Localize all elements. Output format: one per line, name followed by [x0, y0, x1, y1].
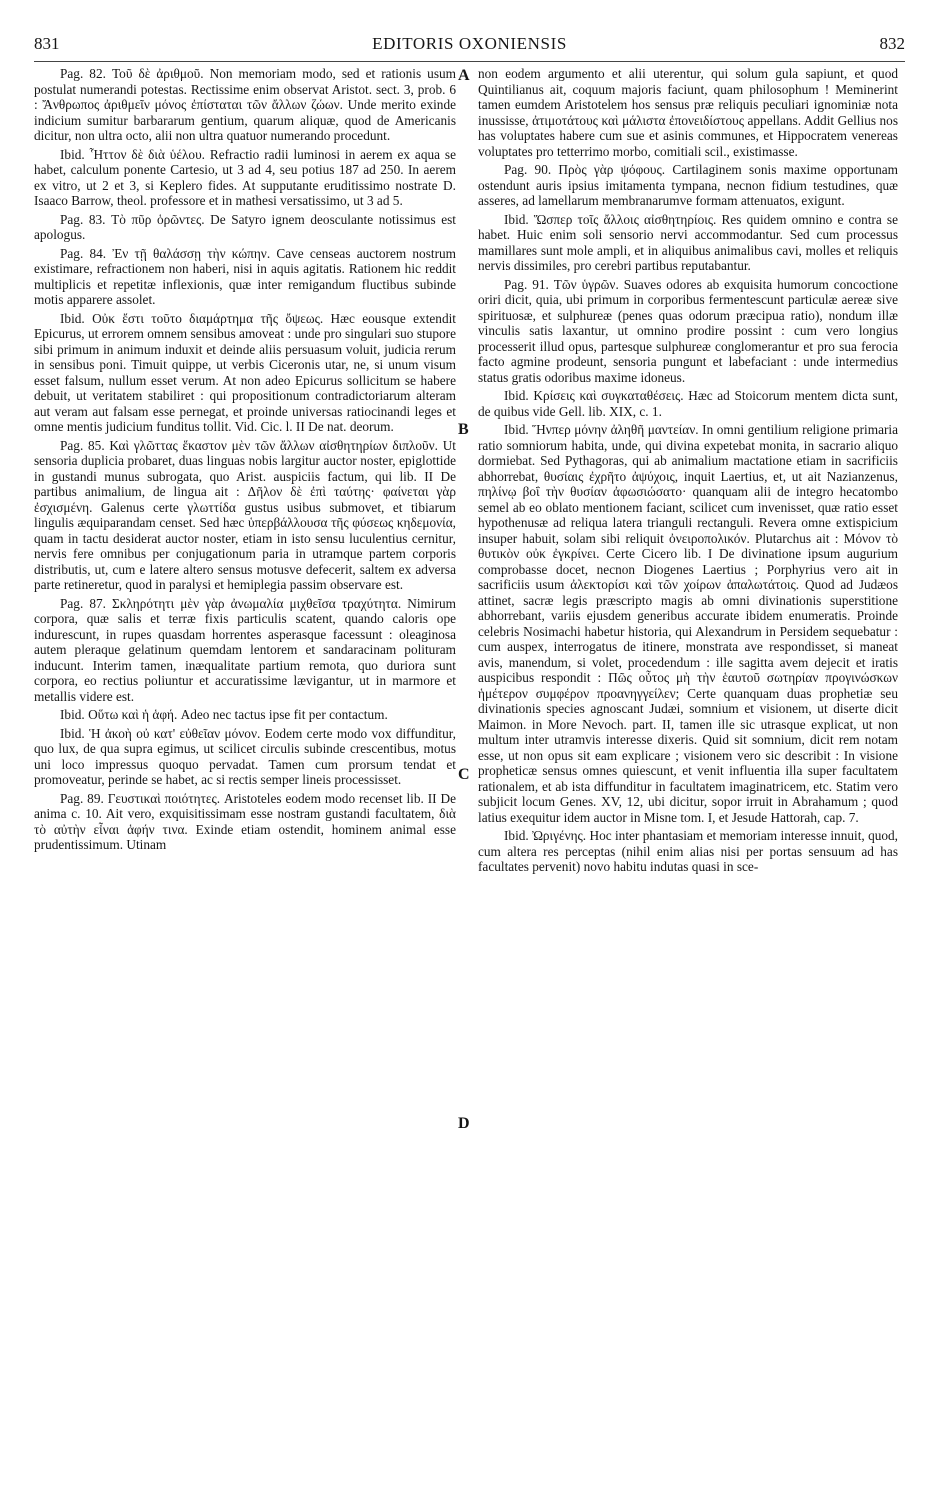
right-paragraph: Ibid. Ὠριγένης. Hoc inter phantasiam et memoriam interesse innuit, quod, cum altera res perceptas (nihil enim alias nisi per portas sensuum ad has facultates pervenit) novo habitu indutas quasi in sce-: [478, 828, 898, 874]
left-paragraph: Pag. 87. Σκληρότητι μὲν γὰρ ἀνωμαλία μιχθεῖσα τραχύτητα. Nimirum corpora, quæ salis et terræ fixis particulis scatent, quando caloris ope indurescunt, in rupes quasdam horrentes asperasque facessunt : oleaginosa autem pleraque gelatinum quemdam lentorem et sandaracinam polituram inducunt. Interim tamen, inæqualitate partium remota, quo duriora sunt corpora, eo rectius poliuntur et accuratissime lævigantur, ut in marmore et metallis videre est.: [34, 595, 456, 704]
margin-marker-b: B: [458, 421, 469, 438]
margin-marker-a: A: [458, 67, 470, 84]
left-paragraph: Ibid. Οὕτω καὶ ἡ ἁφή. Adeo nec tactus ipse fit per contactum.: [60, 707, 388, 722]
right-paragraph: Ibid. Κρίσεις καὶ συγκαταθέσεις. Hæc ad Stoicorum mentem dicta sunt, de quibus vide Gell. lib. XIX, c. 1.: [478, 388, 898, 419]
left-paragraph: Pag. 82. Τοῦ δὲ ἀριθμοῦ. Non memoriam modo, sed et rationis usum postulat numerandi potestas. Rectissime enim observat Aristot. sect. 3, prob. 6 : Ἄνθρωπος ἀριθμεῖν μόνος ἐπίσταται τῶν ἄλλων ζώων. Unde merito exinde indicium sumitur barbararum gentium, quarum aliquæ, quod de Americanis dicitur, non ultra octo, alii non ultra quatuor numerando procedunt.: [34, 66, 456, 143]
right-paragraph: Pag. 91. Τῶν ὑγρῶν. Suaves odores ab exquisita humorum concoctione oriri dicit, quia, ubi primum in corporibus fermentescunt particulæ aereæ sive spirituosæ, et sulphureæ (penes quas odorum præcipua ratio), nondum illæ vinculis satis laxantur, ut omnino prodire possint : cum vero longius processerit illud opus, partesque sulphureæ conglomerantur et pro sua ferocia facto agmine prodeunt, sensoria pungunt et labefaciant : unde intermedius status gratis odoribus maxime idoneus.: [478, 276, 898, 385]
left-paragraph: Ibid. Οὐκ ἔστι τοῦτο διαμάρτημα τῆς ὄψεως. Hæc eousque extendit Epicurus, ut errorem omnem sensibus amoveat : unde pro singulari suo stupore sibi primum in animum induxit et deinde aliis persuasum voluit, judicia rerum in sensibus poni. Timuit quippe, ut verbis Ciceronis utar, ne, si unum visum esset falsum, nullum esset verum. At non adeo Epicurus sollicitum se habere debuit, ut veritatem stabiliret : qui propositionum contradictoriarum alteram aut veram aut falsam esse pernegat, et proinde universas ratiocinandi leges et omne mentis judicium funditus tollit. Vid. Cic. l. II De nat. deorum.: [34, 310, 456, 434]
left-paragraph: Pag. 85. Καὶ γλῶττας ἕκαστον μὲν τῶν ἄλλων αἰσθητηρίων διπλοῦν. Ut sensoria duplicia probaret, duas linguas nobis largitur auctor noster, epiglottide in gustandi munus subrogata, quo Arist. auspiciis factum, qui lib. II De partibus animalium, de lingua ait : Δῆλον δὲ ἐπὶ ταύτης· φαίνεται γὰρ ἐσχισμένη. Galenus certe γλωττίδα gustus usibus submovet, et tibiarum lingulis æquiparandam censet. Sed hæc ὑπερβάλλουσα τῆς φύσεως κηδεμονία, quam in tactu desiderat auctor noster, etiam in isto sensu luculentius cernitur, nervis fere omnibus per conjugationum paria in utramque partem corporis distributis, ut, cum e latere altero sensus motusve defecerit, saltem ex adversa parte retineretur, quod in paralysi et hemiplegia passim observare est.: [34, 437, 456, 592]
left-paragraph: Pag. 84. Ἐν τῇ θαλάσσῃ τὴν κώπην. Cave censeas auctorem nostrum existimare, refractionem non haberi, nisi in aquis agitatis. Rationem hic reddit multiplicis et repetitæ inflexionis, quæ inter remigandum fluctibus subinde motis apparere assolet.: [34, 245, 456, 307]
running-head: [34, 34, 905, 58]
margin-marker-d: D: [458, 1115, 470, 1132]
right-paragraph: Ibid. Ἥνπερ μόνην ἀληθῆ μαντείαν. In omni gentilium religione primaria ratio somniorum habita, unde, qui divina expetebat monita, in sacrario aliquo dormiebat. Sed Pythagoras, qui ab animalium mactatione etiam in sacrificiis abhorrebat, θυσίαις ἐχρῆτο ἀψύχοις, inquit Laertius, et, ut ait Nazianzenus, πηλίνῳ βοΐ τὴν θυσίαν ἀφωσιώσατο· quanquam alii de integro hecatombo semel ab eo oblato mentionem faciant, scilicet cum invenisset, quæ ratio esset hypothenusæ ad reliqua latera trianguli rectanguli. Revera omne extispicium insuper habuit, solam sibi reliquit ὀνειροπολικόν. Plutarchus ait : Μόνον τὸ θυτικὸν οὐκ ἐγκρίνει. Certe Cicero lib. I De divinatione ipsum augurium comprobasse docet, necnon Diogenes Laertius ; Porphyrius vero ait in sacrificiis usum ἀλεκτορίσι καὶ τῶν χοίρων ἁπαλωτάτοις. Quod ad Judæos attinet, sacræ legis præscripto magis ab omni divinationis superstitione abhorrebant, variis ejusdem generibus accurate ibidem enumeratis. Proinde celebris Nosimachi habetur historia, qui Alexandrum in Persidem sequebatur : cum auspex, interrogatus de itinere, monstrata ave respondisset, si maneat avis, manendum, si volet, procedendum : ille sagitta avem dejecit et iratis auspicibus respondit : Πῶς οὗτος μὴ τὴν ἑαυτοῦ σωτηρίαν προγινώσκων ἡμέτερον συμφέρον προανηγγείλεν; Certe quanquam duas prophetiæ seu divinationis species agnoscant Judæi, somnium et visionem, ut diserte dicit Maimon. in More Nevoch. part. II, tamen ille sic utrasque explicat, ut non multum inter utramvis interesse dixeris. Quid sit somnium, dicit rem notam esse, ut non opus sit eam explicare ; visionem vero sic describit : In visione propheticæ sensus omnes quiescunt, et venit influentia illa super facultatem rationalem, et ab ista diffunditur in facultatem imaginatricem, etc. Statim vero subjicit locum Genes. XV, 12, ubi dicitur, sopor irruit in Abrahamum ; quod latius exequitur idem auctor in Misne tom. I, et Jesude Hattorah, cap. 7.: [478, 422, 898, 825]
right-paragraph: non eodem argumento et alii uterentur, qui solum gula sapiunt, et quod Quintilianus ait, coquum majoris faciunt, quam philosophum ! Meminerint tamen eumdem Aristotelem hos sensus præ reliquis peculiari ignominiæ nota inussisse, ἀτιμοτάτους καὶ μάλιστα ἐπονειδίστους appellans. Addit Gellius nos has voluptates habere cum sue et asinis communes, et Hippocratem venereas voluptates pro tetterrimo morbo, comitiali scil., existimasse.: [478, 66, 898, 159]
page-number-left: 831: [34, 34, 60, 53]
left-paragraph: Pag. 83. Τὸ πῦρ ὁρῶντες. De Satyro ignem deosculante notissimus est apologus.: [34, 211, 456, 242]
right-column: [478, 66, 898, 878]
header-rule: [34, 61, 905, 62]
right-paragraph: Ibid. Ὥσπερ τοῖς ἄλλοις αἰσθητηρίοις. Res quidem omnino e contra se habet. Huic enim soli sensorio nervi accommodantur. Sed cum processus mamillares sunt mole ampli, et in aliquibus animalibus cavi, molles et reliquis nervis dissimiles, pro cerebri partibus reputabantur.: [478, 211, 898, 273]
left-paragraph: Pag. 89. Γευστικαὶ ποιότητες. Aristoteles eodem modo recenset lib. II De anima c. 10. Ait vero, exquisitissimam esse nostram gustandi facultatem, διὰ τὸ αὐτὴν εἶναι ἁφήν τινα. Exinde etiam ostendit, hominem animal esse prudentissimum. Utinam: [34, 790, 456, 852]
right-paragraph: Pag. 90. Πρὸς γὰρ ψόφους. Cartilaginem sonis maxime opportunam ostendunt auris ipsius imitamenta tympana, necnon fidium testudines, quæ asseres, ad lamellarum membranarumve formam attenuatos, exigunt.: [478, 162, 898, 208]
left-column: [34, 66, 456, 856]
running-title: EDITORIS OXONIENSIS: [372, 34, 567, 53]
page-number-right: 832: [879, 34, 905, 53]
left-paragraph: Ibid. Ἧττον δὲ διὰ ὑέλου. Refractio radii luminosi in aerem ex aqua se habet, calculum ponente Cartesio, ut 3 ad 4, seu potius 187 ad 250. In aerem ex vitro, ut 2 et 3, si Keplero fides. At supputante eruditissimo nostrate D. Isaaco Barrow, theol. professore et in mathesi versatissimo, ut 3 ad 5.: [34, 146, 456, 208]
margin-marker-c: C: [458, 766, 470, 783]
left-paragraph: Ibid. Ἡ ἀκοὴ οὐ κατ' εὐθεῖαν μόνον. Eodem certe modo vox diffunditur, quo lux, de qua supra egimus, ut scilicet circulis subinde crescentibus, motus uni loco impressus quoquo pervadat. Tamen cum prorsum tendat et promoveatur, perinde se habet, ac si rectis semper lineis processisset.: [34, 725, 456, 787]
